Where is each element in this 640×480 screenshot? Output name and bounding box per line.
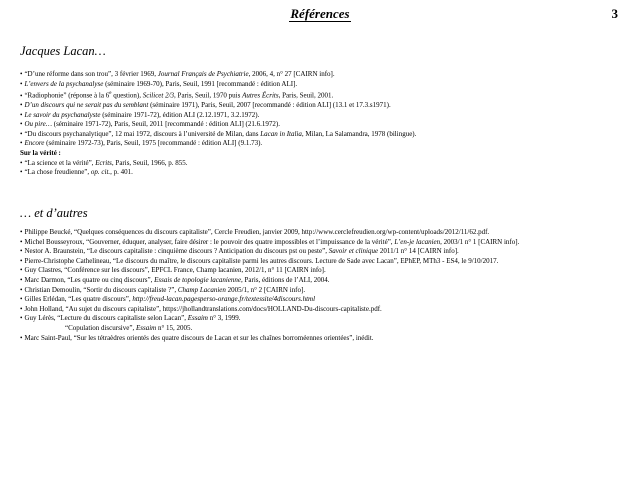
bullet-icon: • — [20, 275, 23, 284]
bullet-icon: • — [20, 158, 23, 167]
reference-item: • “D’une réforme dans son trou”, 3 février 1969, Journal Français de Psychiatrie, 2006, 4, n° 27 [CAIRN info]. — [20, 70, 335, 78]
reference-item: • D’un discours qui ne serait pas du semblant (séminaire 1971), Paris, Seuil, 2007 [recommandé : édition ALI] (13.1 et 17.3.s1971). — [20, 101, 391, 110]
bullet-icon: • — [20, 101, 23, 110]
reference-item: • “La science et la vérité”, Ecrits, Paris, Seuil, 1966, p. 855. — [20, 158, 188, 167]
bullet-icon: • — [20, 91, 23, 100]
bullet-icon: • — [20, 139, 23, 148]
bullet-icon: • — [20, 295, 23, 304]
reference-item: • Philippe Beucké, “Quelques conséquences du discours capitaliste”, Cercle Freudien, janvier 2009, http://www.cerclefreudien.org/wp-content/uploads/2012/11/62.pdf. — [20, 228, 490, 236]
page-title: Références — [290, 6, 350, 21]
reference-item: • “Du discours psychanalytique”, 12 mai 1972, discours à l’université de Milan, dans Lacan in Italia, Milan, La Salamandra, 1978 (bilingue). — [20, 129, 417, 138]
reference-item-continued: “Copulation discursive”, Essaim n° 15, 2005. — [65, 323, 193, 332]
bullet-icon: • — [20, 285, 23, 294]
bullet-icon: • — [20, 237, 23, 246]
subheading-verite: Sur la vérité : — [20, 149, 61, 158]
reference-item: • Ou pire… (séminaire 1971-72), Paris, Seuil, 2011 [recommandé : édition ALI] (21.6.1972). — [20, 120, 280, 129]
reference-item: • Le savoir du psychanalyste (séminaire 1971-72), édition ALI (2.12.1971, 3.2.1972). — [20, 110, 260, 119]
reference-item: • “La chose freudienne”, op. cit., p. 401. — [20, 168, 133, 177]
bullet-icon: • — [20, 110, 23, 119]
reference-item: • Pierre-Christophe Cathelineau, “Le discours du maître, le discours capitaliste parmi les autres discours. Lecture de Sade avec Lacan”, EPhEP, MTh3 - ES4, le 9/10/2017. — [20, 256, 499, 265]
bullet-icon: • — [20, 228, 23, 236]
reference-item: • Michel Bousseyroux, “Gouverner, éduquer, analyser, faire désirer : le pouvoir des quatre impossibles et l’impuissance de la vérité”, L’en-je lacanien, 2003/1 n° 1 [CAIRN info]. — [20, 237, 520, 246]
bullet-icon: • — [20, 79, 23, 88]
bullet-icon: • — [20, 129, 23, 138]
reference-item: • Marc Darmon, “Les quatre ou cinq discours”, Essais de topologie lacanienne, Paris, éditions de l’ALI, 2004. — [20, 275, 330, 284]
bullet-icon: • — [20, 256, 23, 265]
bullet-icon: • — [20, 168, 23, 177]
reference-item: • Guy Lérès, “Lecture du discours capitaliste selon Lacan”, Essaim n° 3, 1999. — [20, 314, 241, 323]
reference-item: • Nestor A. Braunstein, “Le discours capitaliste : cinquième discours ? Anticipation du discours pst ou peste”, Savoir et clinique 2011/1 n° 14 [CAIRN info]. — [20, 247, 459, 256]
reference-item: • Marc Saint-Paul, “Sur les tétraèdres orientés des quatre discours de Lacan et sur les chaînes borroméennes orientées”, inédit. — [20, 333, 374, 342]
reference-item: • “Radiophonie” (réponse à la 6e question), Scilicet 2/3, Paris, Seuil, 1970 puis Autres Écrits, Paris, Seuil, 2001. — [20, 91, 334, 100]
bullet-icon: • — [20, 70, 23, 78]
reference-item: • L’envers de la psychanalyse (séminaire 1969-70), Paris, Seuil, 1991 [recommandé : édition ALI]. — [20, 79, 298, 88]
bullet-icon: • — [20, 247, 23, 256]
section-heading-others: … et d’autres — [20, 206, 88, 220]
reference-list-others — [20, 228, 630, 343]
reference-item: • John Holland, “Au sujet du discours capitaliste”, https://jhollandtranslations.com/docs/HOLLAND-Du-discours-capitaliste.pdf. — [20, 304, 382, 313]
section-heading-lacan: Jacques Lacan… — [20, 44, 106, 58]
reference-item: • Encore (séminaire 1972-73), Paris, Seuil, 1975 [recommandé : édition ALI] (9.1.73). — [20, 139, 263, 148]
bullet-icon: • — [20, 314, 23, 323]
reference-item: • Christian Demoulin, “Sortir du discours capitaliste ?”, Champ Lacanien 2005/1, n° 2 [CAIRN info]. — [20, 285, 306, 294]
bullet-icon: • — [20, 304, 23, 313]
bullet-icon: • — [20, 266, 23, 275]
bullet-icon: • — [20, 120, 23, 129]
reference-list-lacan — [20, 70, 630, 178]
reference-item: • Gilles Erlédan, “Les quatre discours”, http://freud-lacan.pagesperso-orange.fr/textessite/4discours.html — [20, 295, 316, 304]
reference-item: • Guy Clastres, “Conférence sur les discours”, EPFCL France, Champ lacanien, 2012/1, n° 11 [CAIRN info]. — [20, 266, 326, 275]
page-number: 3 — [611, 6, 618, 21]
bullet-icon: • — [20, 333, 23, 342]
